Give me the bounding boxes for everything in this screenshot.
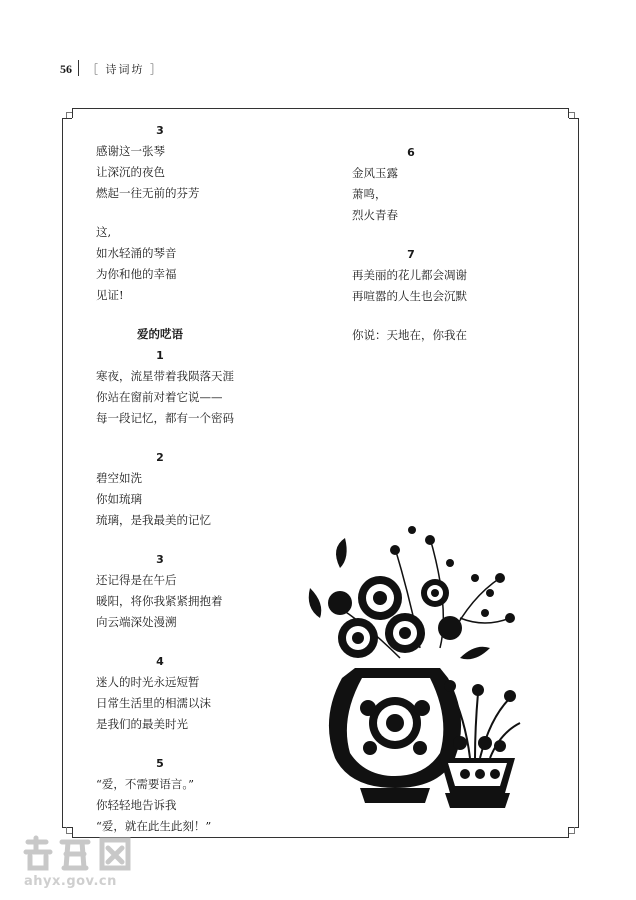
poem-line: 你说：天地在，你我在 (352, 328, 467, 342)
section-number: 6 (407, 146, 415, 159)
poem-line: 寒夜，流星带着我陨落天涯 (96, 369, 234, 383)
poem-line: 烈火青春 (352, 208, 398, 222)
watermark-url: ahyx.gov.cn (24, 874, 117, 889)
section-number: 7 (407, 248, 415, 261)
poem-line: 向云端深处漫溯 (96, 615, 177, 629)
poem-line: 你如琉璃 (96, 492, 142, 506)
poem-line: 燃起一往无前的芬芳 (96, 186, 200, 200)
section-number: 5 (156, 757, 164, 770)
poem-line: 再美丽的花儿都会凋谢 (352, 268, 467, 282)
left-column (96, 120, 266, 837)
poem-line: 萧鸣， (352, 187, 387, 201)
poem-line: 琉璃，是我最美的记忆 (96, 513, 211, 527)
right-column (352, 142, 542, 346)
section-label: ［ 诗词坊 ］ (87, 63, 163, 76)
section-number: 3 (156, 553, 164, 566)
poem-line: 金风玉露 (352, 166, 398, 180)
poem-line: 每一段记忆，都有一个密码 (96, 411, 234, 425)
poem-line: 这, (96, 225, 112, 239)
poem-line: “爱，就在此生此刻！” (96, 819, 212, 833)
section-number: 1 (156, 349, 164, 362)
papercut-flower-vase-icon (300, 518, 530, 813)
poem-line: 是我们的最美时光 (96, 717, 188, 731)
page-header (60, 60, 163, 77)
poem-line: 碧空如洗 (96, 471, 142, 485)
poem-line: “爱，不需要语言。” (96, 777, 195, 791)
section-number: 4 (156, 655, 164, 668)
header-divider (78, 60, 79, 76)
poem-line: 你站在窗前对着它说—— (96, 390, 223, 404)
poem-line: 感谢这一张琴 (96, 144, 165, 158)
poem-line: 你轻轻地告诉我 (96, 798, 177, 812)
section-number: 2 (156, 451, 164, 464)
poem-line: 暖阳，将你我紧紧拥抱着 (96, 594, 223, 608)
poem-line: 为你和他的幸福 (96, 267, 177, 281)
poem-line: 迷人的时光永远短暂 (96, 675, 200, 689)
poem-line: 日常生活里的相濡以沫 (96, 696, 211, 710)
poem-title: 爱的呓语 (137, 327, 183, 341)
poem-line: 再喧嚣的人生也会沉默 (352, 289, 467, 303)
poem-line: 还记得是在午后 (96, 573, 177, 587)
page-number: 56 (60, 62, 72, 76)
poem-number: 3 (156, 124, 164, 137)
poem-line: 如水轻涌的琴音 (96, 246, 177, 260)
poem-line: 见证! (96, 288, 124, 302)
poem-line: 让深沉的夜色 (96, 165, 165, 179)
